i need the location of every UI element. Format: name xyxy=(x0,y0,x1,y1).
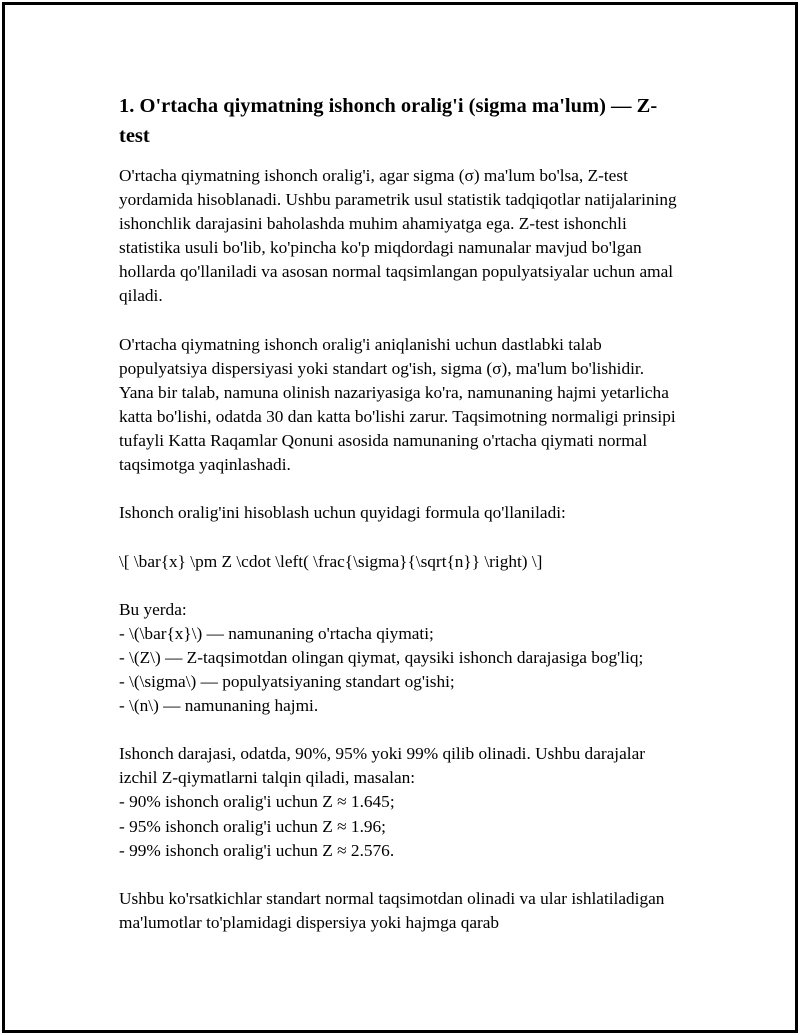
z-item-95: - 95% ishonch oralig'i uchun Z ≈ 1.96; xyxy=(119,816,386,836)
where-intro: Bu yerda: xyxy=(119,599,187,619)
paragraph-closing: Ushbu ko'rsatkichlar standart normal taqsimotdan olinadi va ular ishlatiladigan ma'lumotlar to'plamidagi dispersiya yoki hajmga qarab xyxy=(119,888,665,932)
where-item-n: - \(n\) — namunaning hajmi. xyxy=(119,696,319,716)
page-frame xyxy=(2,2,798,1033)
document-content xyxy=(119,91,679,935)
confidence-block xyxy=(119,742,679,862)
z-item-99: - 99% ishonch oralig'i uchun Z ≈ 2.576. xyxy=(119,840,395,860)
paragraph-intro: O'rtacha qiymatning ishonch oralig'i, agar sigma (σ) ma'lum bo'lsa, Z-test yordamida hisoblanadi. Ushbu parametrik usul statistik tadqiqotlar natijalarining ishonchlik darajasini baholashda muhim ahamiyatga ega. Z-test ishonchli statistika usuli bo'lib, ko'pincha ko'p miqdordagi namunalar mavjud bo'lgan hollarda qo'llaniladi va asosan normal taqsimlangan populyatsiyalar uchun amal qiladi. xyxy=(119,166,677,306)
where-block xyxy=(119,598,679,718)
formula-text: \[ \bar{x} \pm Z \cdot \left( \frac{\sigma}{\sqrt{n}} \right) \] xyxy=(119,551,543,571)
z-item-90: - 90% ishonch oralig'i uchun Z ≈ 1.645; xyxy=(119,792,395,812)
where-item-sigma: - \(\sigma\) — populyatsiyaning standart og'ishi; xyxy=(119,671,455,691)
confidence-intro: Ishonch darajasi, odatda, 90%, 95% yoki 99% qilib olinadi. Ushbu darajalar izchil Z-qiymatlarni talqin qiladi, masalan: xyxy=(119,744,645,788)
where-item-xbar: - \(\bar{x}\) — namunaning o'rtacha qiymati; xyxy=(119,623,434,643)
paragraph-formula-intro: Ishonch oralig'ini hisoblash uchun quyidagi formula qo'llaniladi: xyxy=(119,503,566,523)
paragraph-requirements: O'rtacha qiymatning ishonch oralig'i aniqlanishi uchun dastlabki talab populyatsiya dispersiyasi yoki standart og'ish, sigma (σ), ma'lum bo'lishidir. Yana bir talab, namuna olinish nazariyasiga ko'ra, namunaning hajmi yetarlicha katta bo'lishi, odatda 30 dan katta bo'lishi zarur. Taqsimotning normaligi prinsipi tufayli Katta Raqamlar Qonuni asosida namunaning o'rtacha qiymati normal taqsimotga yaqinlashadi. xyxy=(119,334,676,475)
section-heading: 1. O'rtacha qiymatning ishonch oralig'i (sigma ma'lum) — Z-test xyxy=(119,95,658,147)
where-item-z: - \(Z\) — Z-taqsimotdan olingan qiymat, qaysiki ishonch darajasiga bog'liq; xyxy=(119,647,644,667)
